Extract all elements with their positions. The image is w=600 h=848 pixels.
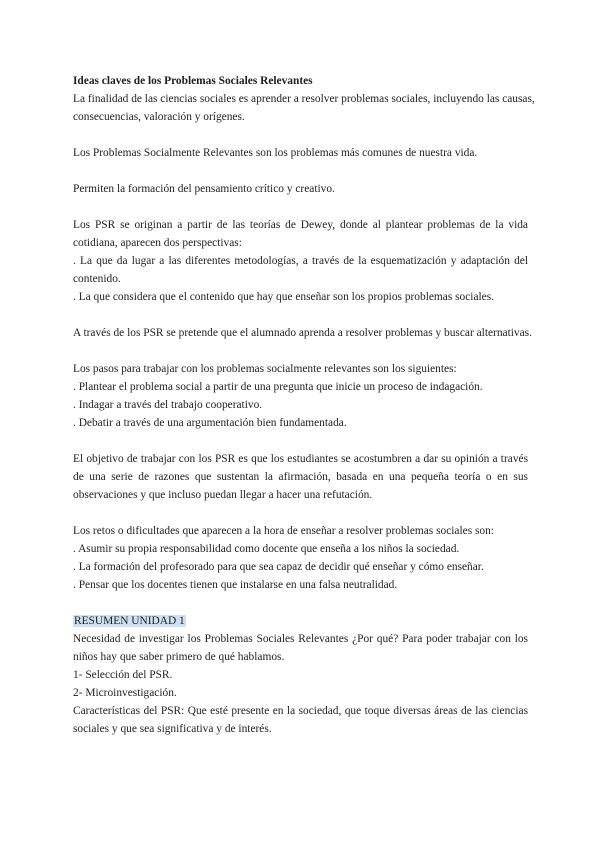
document-title: Ideas claves de los Problemas Sociales Relevantes [73, 75, 313, 87]
bullet-line: . La que da lugar a las diferentes metodologías, a través de la esquematización y adaptación del [73, 255, 528, 267]
paragraph-line: cotidiana, aparecen dos perspectivas: [73, 237, 242, 249]
bullet-line: . Indagar a través del trabajo cooperativo. [73, 399, 263, 411]
blank-line [73, 504, 528, 522]
paragraph-line: A través de los PSR se pretende que el alumnado aprenda a resolver problemas y buscar alternativas. [73, 327, 532, 339]
blank-line [73, 306, 528, 324]
bullet-line: . Asumir su propia responsabilidad como docente que enseña a los niños la sociedad. [73, 543, 460, 555]
paragraph-line: sociales y que sea significativa y de interés. [73, 723, 272, 735]
paragraph-line: consecuencias, valoración y orígenes. [73, 111, 245, 123]
bullet-line: . La formación del profesorado para que sea capaz de decidir qué enseñar y cómo enseñar. [73, 561, 484, 573]
paragraph-line: El objetivo de trabajar con los PSR es que los estudiantes se acostumbren a dar su opinión a través [73, 453, 528, 465]
paragraph-line: observaciones y que incluso puedan llegar a hacer una refutación. [73, 489, 373, 501]
blank-line [73, 594, 528, 612]
blank-line [73, 162, 528, 180]
list-item: 1- Selección del PSR. [73, 669, 173, 681]
bullet-line: . Pensar que los docentes tienen que instalarse en una falsa neutralidad. [73, 579, 398, 591]
bullet-line: . Debatir a través de una argumentación bien fundamentada. [73, 417, 347, 429]
bullet-line: . La que considera que el contenido que hay que enseñar son los propios problemas sociales. [73, 291, 495, 303]
list-item: 2- Microinvestigación. [73, 687, 177, 699]
paragraph-line: Los PSR se originan a partir de las teorías de Dewey, donde al plantear problemas de la vida [73, 219, 528, 231]
paragraph-line: Características del PSR: Que esté presente en la sociedad, que toque diversas áreas de las ciencias [73, 705, 528, 717]
paragraph-line: Los retos o dificultades que aparecen a la hora de enseñar a resolver problemas sociales son: [73, 525, 494, 537]
paragraph-line: niños hay que saber primero de qué hablamos. [73, 651, 285, 663]
paragraph-line: Permiten la formación del pensamiento crítico y creativo. [73, 183, 335, 195]
paragraph-line: La finalidad de las ciencias sociales es aprender a resolver problemas sociales, incluyendo las causas, [73, 93, 535, 105]
blank-line [73, 126, 528, 144]
blank-line [73, 432, 528, 450]
blank-line [73, 198, 528, 216]
bullet-line: contenido. [73, 273, 121, 285]
section-heading: RESUMEN UNIDAD 1 [74, 615, 185, 627]
paragraph-line: Los pasos para trabajar con los problemas socialmente relevantes son los siguientes: [73, 363, 457, 375]
blank-line [73, 342, 528, 360]
paragraph-line: de una serie de razones que sustentan la afirmación, basada en una pequeña teoría o en sus [73, 471, 528, 483]
bullet-line: . Plantear el problema social a partir de una pregunta que inicie un proceso de indagación. [73, 381, 483, 393]
section-heading-row [73, 612, 528, 630]
paragraph-line: Necesidad de investigar los Problemas Sociales Relevantes ¿Por qué? Para poder trabajar con los [73, 633, 528, 645]
paragraph-line: Los Problemas Socialmente Relevantes son los problemas más comunes de nuestra vida. [73, 147, 478, 159]
